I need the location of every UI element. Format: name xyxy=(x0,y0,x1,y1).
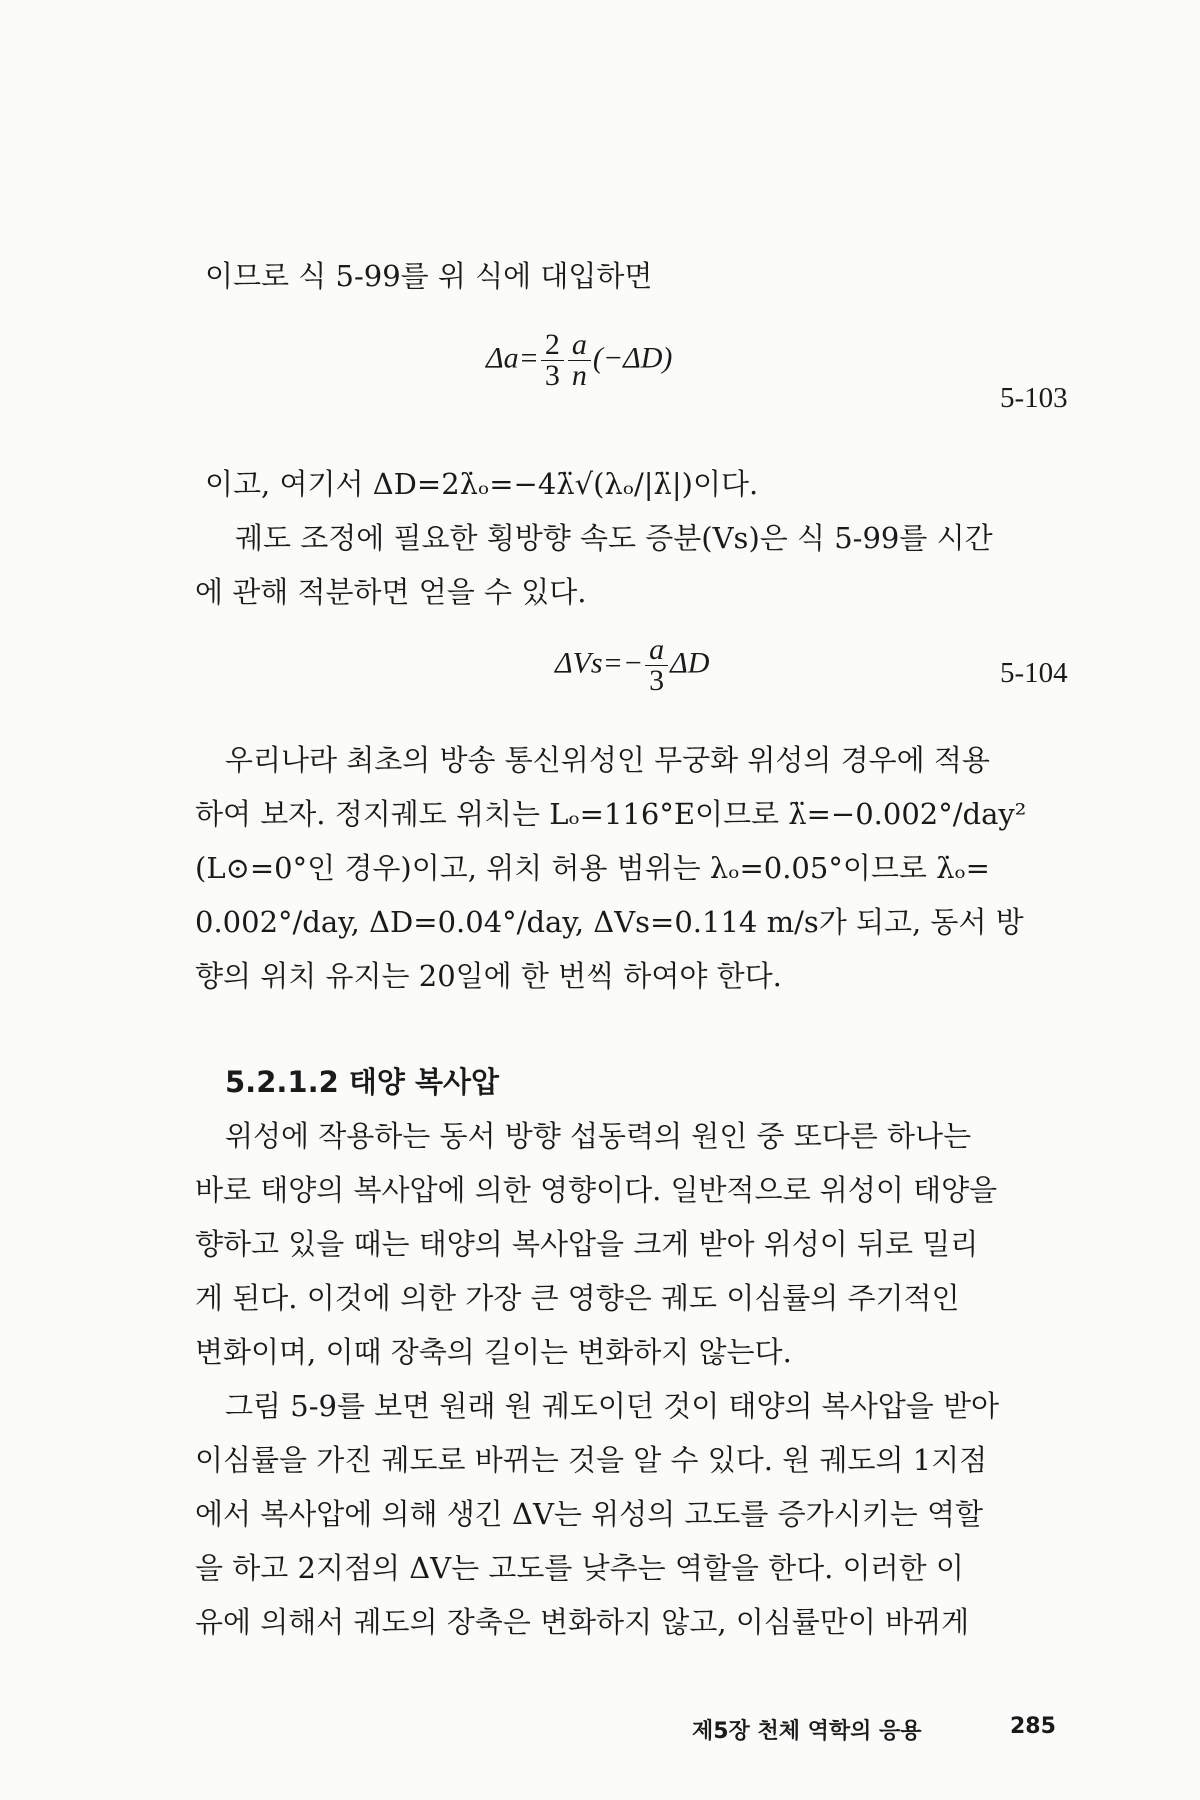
body-line: 하여 보자. 정지궤도 위치는 Lₒ=116°E이므로 λ̈=−0.002°/day² xyxy=(195,797,1027,831)
body-line: 이므로 식 5-99를 위 식에 대입하면 xyxy=(205,259,653,293)
body-line: 우리나라 최초의 방송 통신위성인 무궁화 위성의 경우에 적용 xyxy=(225,743,990,777)
body-line: 에 관해 적분하면 얻을 수 있다. xyxy=(195,575,587,609)
equation-number-5-104: 5-104 xyxy=(1000,657,1068,689)
eq1-lhs: Δa= xyxy=(486,341,539,375)
eq2-lhs: ΔVs=− xyxy=(555,646,644,680)
body-line: 유에 의해서 궤도의 장축은 변화하지 않고, 이심률만이 바뀌게 xyxy=(195,1605,970,1639)
equation-5-104 xyxy=(555,635,709,696)
body-line: 을 하고 2지점의 ΔV는 고도를 낮추는 역할을 한다. 이러한 이 xyxy=(195,1551,964,1585)
eq2-frac xyxy=(645,635,668,696)
equation-5-103 xyxy=(486,330,672,391)
body-line: 그림 5-9를 보면 원래 원 궤도이던 것이 태양의 복사압을 받아 xyxy=(225,1389,999,1423)
body-line: 바로 태양의 복사압에 의한 영향이다. 일반적으로 위성이 태양을 xyxy=(195,1173,998,1207)
body-line: 0.002°/day, ΔD=0.04°/day, ΔVs=0.114 m/s가 되고, 동서 방 xyxy=(195,905,1024,939)
body-line: 게 된다. 이것에 의한 가장 큰 영향은 궤도 이심률의 주기적인 xyxy=(195,1281,960,1315)
eq2-f-num: a xyxy=(645,635,668,666)
page-number: 285 xyxy=(1010,1714,1056,1739)
body-line: 위성에 작용하는 동서 방향 섭동력의 원인 중 또다른 하나는 xyxy=(225,1119,972,1153)
eq1-f2-num: a xyxy=(568,330,591,361)
eq1-f1-den: 3 xyxy=(544,359,560,392)
eq2-f-den: 3 xyxy=(649,664,665,697)
body-line: (L⊙=0°인 경우)이고, 위치 허용 범위는 λₒ=0.05°이므로 λ̇ₒ= xyxy=(195,851,990,885)
body-line: 에서 복사압에 의해 생긴 ΔV는 위성의 고도를 증가시키는 역할 xyxy=(195,1497,983,1531)
body-line: 변화이며, 이때 장축의 길이는 변화하지 않는다. xyxy=(195,1335,792,1369)
eq2-rhs: ΔD xyxy=(670,646,710,680)
body-line: 향의 위치 유지는 20일에 한 번씩 하여야 한다. xyxy=(195,959,782,993)
body-line: 이고, 여기서 ΔD=2λ̇ₒ=−4λ̈√(λₒ/|λ̈|)이다. xyxy=(205,467,759,501)
body-line: 향하고 있을 때는 태양의 복사압을 크게 받아 위성이 뒤로 밀리 xyxy=(195,1227,979,1261)
equation-number-5-103: 5-103 xyxy=(1000,382,1068,414)
section-heading: 5.2.1.2 태양 복사압 xyxy=(225,1065,500,1099)
eq1-frac1 xyxy=(541,330,564,391)
footer-chapter: 제5장 천체 역학의 응용 xyxy=(692,1719,922,1744)
eq1-f1-num: 2 xyxy=(541,330,564,361)
eq1-f2-den: n xyxy=(571,359,587,392)
body-line: 궤도 조정에 필요한 횡방향 속도 증분(Vs)은 식 5-99를 시간 xyxy=(235,521,993,555)
eq1-rhs: (−ΔD) xyxy=(592,341,673,375)
eq1-frac2 xyxy=(568,330,591,391)
body-line: 이심률을 가진 궤도로 바뀌는 것을 알 수 있다. 원 궤도의 1지점 xyxy=(195,1443,988,1477)
